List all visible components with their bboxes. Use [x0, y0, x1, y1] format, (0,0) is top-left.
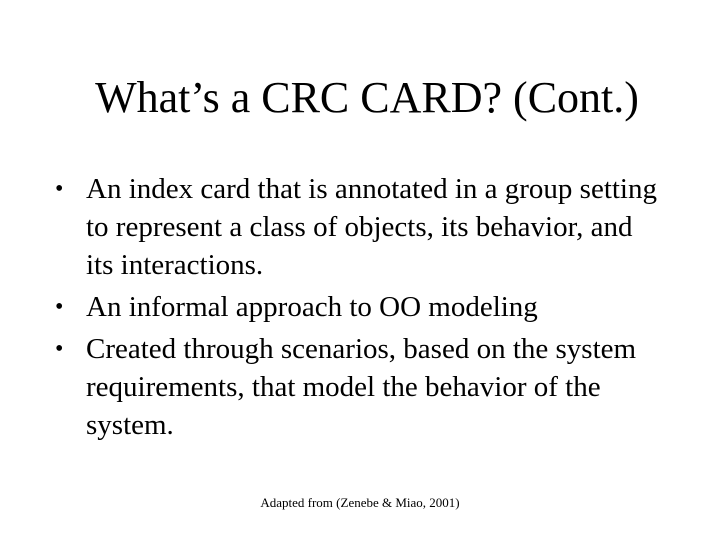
bullet-item — [55, 288, 665, 326]
bullet-text: An informal approach to OO modeling — [86, 291, 538, 323]
bullet-icon: • — [55, 176, 64, 202]
bullet-list — [55, 170, 665, 448]
bullet-icon: • — [55, 294, 64, 320]
slide-title-text: What’s a CRC CARD? (Cont.) — [95, 73, 639, 122]
bullet-item — [55, 330, 665, 444]
slide-footer-citation: Adapted from (Zenebe & Miao, 2001) — [260, 495, 460, 510]
bullet-text: An index card that is annotated in a group setting to represent a class of objects, its behavior, and its interactions. — [86, 173, 657, 281]
bullet-item — [55, 170, 665, 284]
slide-title — [0, 72, 720, 124]
bullet-text: Created through scenarios, based on the system requirements, that model the behavior of the system. — [86, 333, 637, 441]
bullet-icon: • — [55, 336, 64, 362]
